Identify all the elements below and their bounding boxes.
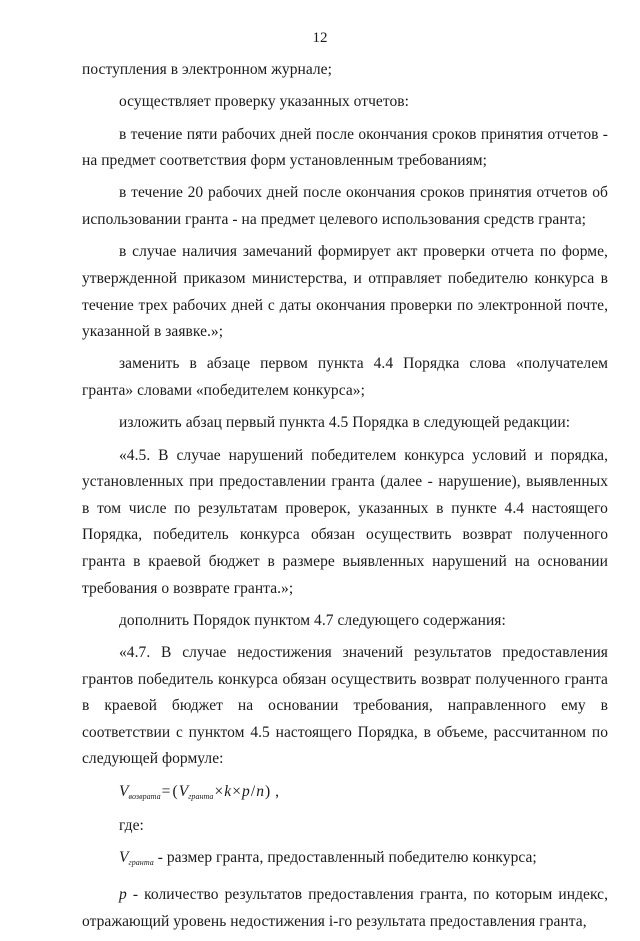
definition-var: p: [119, 886, 127, 904]
formula-rhs-var: V: [178, 782, 189, 800]
formula-slash: /: [250, 782, 256, 800]
definition-sub: гранта: [128, 858, 154, 867]
paragraph: поступления в электронном журнале;: [82, 61, 332, 78]
paragraph: «4.7. В случае недостижения значений результатов предоставления грантов победитель конкурса обязан осуществить возврат полученного гранта в краевой бюджет на основании требования, направленного ему в соответствии с пунктом 4.5 настоящего Порядка, в объеме, рассчитанном по следующей формуле:: [82, 644, 608, 768]
formula-n: n: [256, 782, 264, 800]
where-label: где:: [119, 816, 144, 834]
definition-var: V: [119, 849, 129, 866]
formula-lhs-var: V: [119, 782, 129, 800]
formula-close-paren: ): [265, 782, 271, 800]
formula-rhs-sub: гранта: [188, 791, 214, 801]
formula-times-1: ×: [214, 782, 224, 800]
paragraph: в течение пяти рабочих дней после окончания сроков принятия отчетов - на предмет соответствия форм установленным требованиям;: [82, 125, 608, 170]
paragraph: заменить в абзаце первом пункта 4.4 Порядка слова «получателем гранта» словами «победителем конкурса»;: [82, 355, 608, 399]
paragraph: в случае наличия замечаний формирует акт проверки отчета по форме, утвержденной приказом министерства, и отправляет победителю конкурса в течение трех рабочих дней с даты окончания проверки по электронной почте, указанной в заявке.»;: [82, 243, 608, 341]
definition-p: [82, 882, 608, 935]
paragraph: дополнить Порядок пунктом 4.7 следующего содержания:: [119, 611, 506, 629]
formula-k: k: [224, 782, 232, 800]
page-number: 12: [312, 30, 328, 46]
formula-open-paren: (: [172, 782, 178, 800]
definition-v-grant: [82, 845, 608, 877]
formula-equals: =: [161, 782, 171, 800]
document-body: [82, 57, 608, 941]
formula-p: p: [242, 782, 250, 800]
definition-text: - количество результатов предоставления гранта, по которым индекс, отражающий уровень недостижения i-го результата предоставления гранта,: [82, 886, 608, 930]
paragraph: осуществляет проверку указанных отчетов:: [119, 93, 410, 111]
formula-tail: ,: [271, 782, 280, 800]
formula-lhs-sub: возврата: [128, 791, 161, 801]
paragraph: изложить абзац первый пункта 4.5 Порядка в следующей редакции:: [119, 414, 571, 432]
formula-times-2: ×: [232, 782, 242, 800]
paragraph: «4.5. В случае нарушений победителем конкурса условий и порядка, установленных при предоставлении гранта (далее - нарушение), выявленных в том числе по результатам проверок, указанных в пункте 4.4 настоящего Порядка, победитель конкурса обязан осуществить возврат полученного гранта в краевой бюджет в размере выявленных нарушений на основании требования о возврате гранта.»;: [82, 446, 608, 597]
refund-formula: [82, 779, 608, 807]
definition-text: - размер гранта, предоставленный победителю конкурса;: [153, 849, 537, 866]
paragraph: в течение 20 рабочих дней после окончания сроков принятия отчетов об использовании гранта - на предмет целевого использования средств гранта;: [82, 184, 608, 229]
